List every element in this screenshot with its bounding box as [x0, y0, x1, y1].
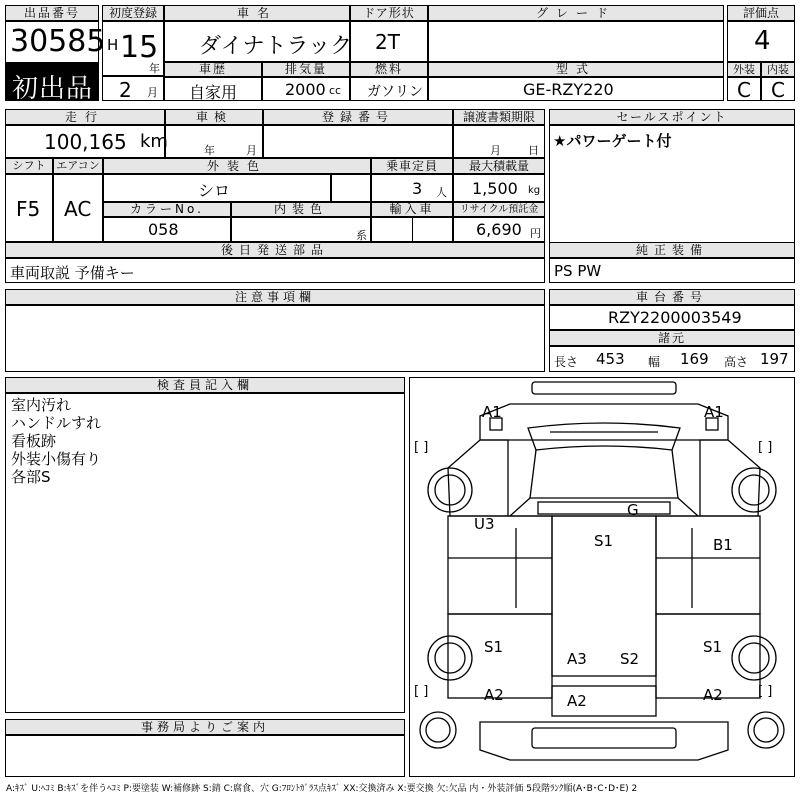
model-label: 型式	[428, 62, 724, 77]
reg-no-cell	[263, 125, 453, 158]
office-label: 事務局よりご案内	[5, 719, 405, 735]
transfer-day-unit: 日	[528, 144, 539, 157]
genuine-equipment-cell	[549, 258, 795, 283]
first-reg-month: 2	[119, 78, 132, 102]
car-name-label: 車名	[164, 5, 350, 21]
length-label: 長さ	[554, 355, 579, 369]
mark-bracket-rear-right: [ ]	[758, 684, 773, 699]
vehicle-diagram	[409, 377, 795, 777]
hood-shape	[530, 450, 678, 498]
int-color-unit: 系	[356, 229, 367, 242]
mark-bracket-rear-left: [ ]	[414, 684, 429, 699]
ext-color-extra-cell	[331, 174, 371, 202]
model-cell	[428, 77, 724, 101]
reg-no-label: 登録番号	[263, 109, 453, 125]
notes-label: 注意事項欄	[5, 289, 545, 305]
fuel-cell	[350, 77, 428, 101]
fuel-label: 燃料	[350, 62, 428, 77]
displacement-unit: cc	[329, 84, 342, 97]
first-reg-month-cell	[102, 76, 164, 101]
mark-g: G	[627, 501, 639, 519]
exterior-grade-cell	[727, 77, 761, 101]
max-load-label: 最大積載量	[453, 158, 545, 174]
notes-cell	[5, 305, 545, 372]
chassis-cell	[549, 305, 795, 330]
ac-value: AC	[64, 197, 92, 221]
inspector-line: 看板跡	[11, 432, 57, 450]
sales-point-cell	[549, 125, 795, 243]
chassis-label: 車台番号	[549, 289, 795, 305]
legend-text: A:ｷｽﾞ U:ﾍｺﾐ B:ｷｽﾞを伴うﾍｺﾐ P:要塗装 W:補修跡 S:錆 C:腐食、穴 G:ﾌﾛﾝﾄｶﾞﾗｽ点ｷｽﾞ XX:交換済み X:要交換 欠:欠品 内・外装評価 5段階ﾗﾝｸ順(A･B･C･D･E) 2	[6, 784, 638, 794]
inspection-label: 車検	[165, 109, 263, 125]
ac-cell	[53, 174, 103, 242]
history-cell	[164, 77, 262, 101]
inspector-line: 各部S	[11, 468, 51, 486]
left-door-shape	[448, 440, 508, 516]
color-no-value: 058	[148, 220, 179, 239]
top-bar-shape	[532, 382, 676, 394]
transfer-docs-cell	[453, 125, 545, 158]
mark-s1-left: S1	[484, 638, 504, 656]
seating-unit: 人	[436, 186, 447, 199]
mark-s1-right: S1	[703, 638, 723, 656]
mark-a2-left: A2	[484, 686, 504, 704]
mark-s1-center: S1	[594, 532, 614, 550]
interior-grade-cell	[761, 77, 795, 101]
exterior-grade: C	[737, 78, 751, 102]
displacement-cell	[262, 77, 350, 101]
month-unit: 月	[147, 86, 158, 99]
history-label: 車歴	[164, 62, 262, 77]
ext-color-cell	[103, 174, 331, 202]
inspection-cell	[165, 125, 263, 158]
max-load-value: 1,500	[472, 179, 518, 198]
first-reg-label: 初度登録	[102, 5, 164, 21]
inspector-line: 室内汚れ	[11, 396, 72, 414]
mileage-unit: km	[140, 131, 168, 152]
int-color-label: 内装色	[231, 202, 371, 217]
mileage-value: 100,165	[44, 130, 127, 154]
import-cell-divider	[412, 217, 413, 242]
first-listing-badge	[5, 63, 99, 104]
shift-label: シフト	[5, 158, 53, 174]
lot-number: 30585	[10, 24, 106, 59]
exterior-label: 外装	[727, 62, 761, 77]
door-type: 2T	[375, 30, 400, 54]
mileage-label: 走行	[5, 109, 165, 125]
door-label: ドア形状	[350, 5, 428, 21]
inspector-cell	[5, 393, 405, 713]
right-bed-panel-shape	[656, 516, 760, 614]
mark-u3: U3	[474, 515, 495, 533]
mark-b1: B1	[713, 536, 733, 554]
era: H	[107, 36, 119, 54]
import-label: 輸入車	[371, 202, 453, 217]
transfer-month-unit: 月	[490, 144, 501, 157]
door-cell	[350, 21, 428, 62]
car-name: ダイナトラック	[199, 34, 353, 59]
int-color-cell	[231, 217, 371, 242]
displacement-label: 排気量	[262, 62, 350, 77]
front-panel-shape	[538, 502, 670, 514]
history-value: 自家用	[189, 83, 238, 102]
width-value: 169	[680, 350, 709, 368]
chassis-value: RZY2200003549	[608, 308, 742, 327]
height-value: 197	[760, 350, 789, 368]
cab-top-shape	[480, 404, 728, 440]
truck-outline-svg	[410, 378, 794, 776]
displacement-value: 2000	[285, 80, 326, 99]
seating-cell	[371, 174, 453, 202]
recycle-value: 6,690	[476, 220, 522, 239]
dims-cell	[549, 346, 795, 372]
interior-grade: C	[771, 78, 785, 102]
lot-number-cell	[5, 21, 106, 63]
first-reg-year-cell	[102, 21, 164, 76]
ext-color-value: シロ	[198, 181, 231, 200]
recycle-unit: 円	[530, 227, 541, 240]
mark-a2-center: A2	[567, 692, 587, 710]
seating-value: 3	[412, 179, 423, 198]
left-bed-panel-shape	[448, 516, 552, 614]
interior-label: 内装	[761, 62, 795, 77]
first-reg-year: 15	[120, 30, 159, 65]
color-no-cell	[103, 217, 231, 242]
shift-value: F5	[16, 197, 41, 221]
max-load-unit: kg	[528, 185, 541, 196]
model-value: GE-RZY220	[523, 80, 614, 99]
length-value: 453	[596, 350, 625, 368]
score-value: 4	[754, 26, 771, 56]
windshield-shape	[528, 423, 680, 450]
sales-point-label: セールスポイント	[549, 109, 795, 125]
height-label: 高さ	[724, 355, 749, 369]
mark-a3: A3	[567, 650, 587, 668]
mark-a1-left: A1	[482, 403, 502, 421]
inspector-label: 検査員記入欄	[5, 377, 405, 393]
rear-step-shape	[532, 728, 676, 748]
inspection-year-unit: 年	[204, 144, 215, 157]
mark-bracket-front-left: [ ]	[414, 440, 429, 455]
first-listing-text: 初出品	[12, 74, 94, 104]
mark-bracket-front-right: [ ]	[758, 440, 773, 455]
mileage-cell	[5, 125, 168, 158]
genuine-equipment-label: 純正装備	[549, 242, 795, 258]
width-label: 幅	[648, 355, 661, 369]
shift-cell	[5, 174, 53, 242]
later-parts-cell	[5, 258, 545, 283]
mark-a2-right: A2	[703, 686, 723, 704]
mark-a1-right: A1	[704, 403, 724, 421]
ext-color-label: 外装色	[103, 158, 371, 174]
score-label: 評価点	[727, 5, 795, 21]
score-cell	[727, 21, 795, 62]
dims-label: 諸元	[549, 330, 795, 346]
inspection-month-unit: 月	[246, 144, 257, 157]
ac-label: エアコン	[53, 158, 103, 174]
recycle-label: リサイクル預託金	[453, 202, 545, 217]
color-no-label: カラーNo.	[103, 202, 231, 217]
grade-cell	[428, 21, 724, 62]
sales-point-text: ★パワーゲート付	[553, 132, 672, 150]
max-load-cell	[453, 174, 545, 202]
mark-s2: S2	[620, 650, 640, 668]
later-parts-value: 車両取説 予備キー	[10, 264, 135, 282]
car-name-cell	[164, 21, 353, 62]
seating-label: 乗車定員	[371, 158, 453, 174]
inspector-line: 外装小傷有り	[11, 450, 102, 468]
grade-label: グレード	[428, 5, 724, 21]
office-cell	[5, 735, 405, 777]
fuel-value: ガソリン	[367, 84, 423, 100]
genuine-equipment-value: PS PW	[554, 262, 602, 280]
year-unit: 年	[149, 62, 160, 75]
recycle-cell	[453, 217, 545, 242]
lot-number-label: 出品番号	[5, 5, 99, 21]
later-parts-label: 後日発送部品	[5, 242, 545, 258]
transfer-docs-label: 譲渡書類期限	[453, 109, 545, 125]
inspector-line: ハンドルすれ	[11, 414, 102, 432]
